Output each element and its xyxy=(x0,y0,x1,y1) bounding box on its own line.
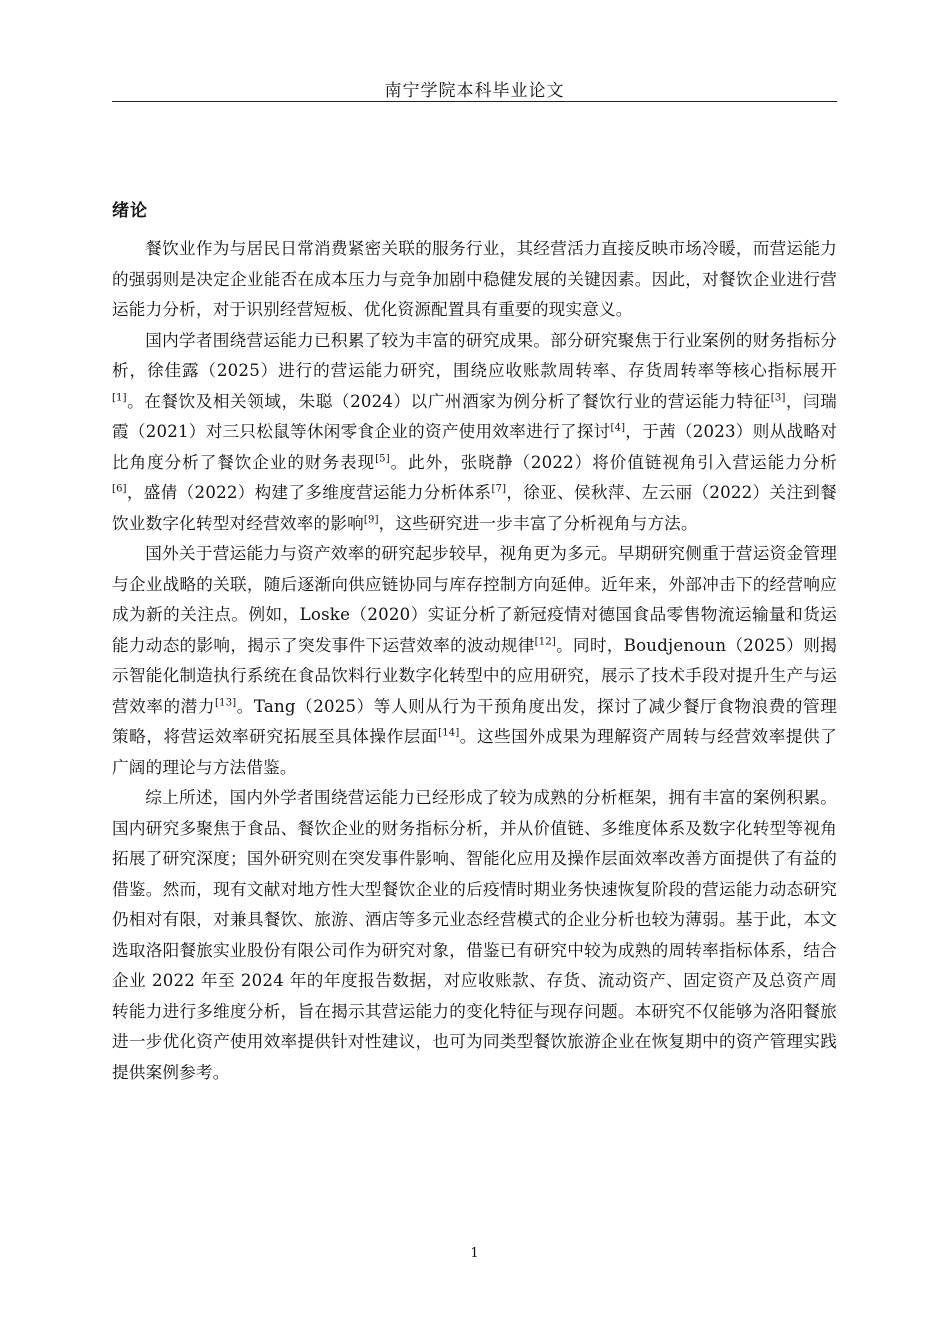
paragraph-text: ，徐亚、侯秋萍、左云丽（2022）关注到餐饮业数字化转型对经营效率的影响 xyxy=(112,483,837,533)
body-paragraph xyxy=(112,539,837,783)
paragraph-text: ，于茜（2023）则从战略对比角度分析了餐饮企业的财务表现 xyxy=(112,422,837,472)
body-paragraph xyxy=(112,326,837,540)
body-paragraph xyxy=(112,234,837,326)
body-paragraph xyxy=(112,783,837,1088)
paragraph-text: ，这些研究进一步丰富了分析视角与方法。 xyxy=(378,513,698,533)
citation-superscript: [7] xyxy=(491,483,507,495)
citation-superscript: [9] xyxy=(363,513,379,525)
page-number: 1 xyxy=(470,1246,479,1261)
paragraph-text: 国内学者围绕营运能力已积累了较为丰富的研究成果。部分研究聚焦于行业案例的财务指标分析，徐佳露（2025）进行的营运能力研究，围绕应收账款周转率、存货周转率等核心指标展开 xyxy=(112,330,837,380)
paragraph-text: 。这些国外成果为理解资产周转与经营效率提供了广阔的理论与方法借鉴。 xyxy=(112,727,837,777)
paragraph-text: 。同时，Boudjenoun（2025）则揭示智能化制造执行系统在食品饮料行业数字化转型中的应用研究，展示了技术手段对提升生产与运营效率的潜力 xyxy=(112,635,837,716)
citation-superscript: [5] xyxy=(375,452,390,464)
page-header-title: 南宁学院本科毕业论文 xyxy=(384,81,565,101)
body-text xyxy=(112,234,837,1088)
paragraph-text: ，闫瑞霞（2021）对三只松鼠等休闲零食企业的资产使用效率进行了探讨 xyxy=(112,391,837,441)
paragraph-text: 综上所述，国内外学者围绕营运能力已经形成了较为成熟的分析框架，拥有丰富的案例积累。国内研究多聚焦于食品、餐饮企业的财务指标分析，并从价值链、多维度体系及数字化转型等视角拓展了研究深度；国外研究则在突发事件影响、智能化应用及操作层面效率改善方面提供了有益的借鉴。然而，现有文献对地方性大型餐饮企业的后疫情时期业务快速恢复阶段的营运能力动态研究仍相对有限，对兼具餐饮、旅游、酒店等多元业态经营模式的企业分析也较为薄弱。基于此，本文选取洛阳餐旅实业股份有限公司作为研究对象，借鉴已有研究中较为成熟的周转率指标体系，结合企业 2022 年至 2024 年的年度报告数据，对应收账款、存货、流动资产、固定资产及总资产周转能力进行多维度分析，旨在揭示其营运能力的变化特征与现存问题。本研究不仅能够为洛阳餐旅进一步优化资产使用效率提供针对性建议，也可为同类型餐饮旅游企业在恢复期中的资产管理实践提供案例参考。 xyxy=(112,788,837,1082)
citation-superscript: [14] xyxy=(438,727,460,739)
paragraph-text: 餐饮业作为与居民日常消费紧密关联的服务行业，其经营活力直接反映市场冷暖，而营运能力的强弱则是决定企业能否在成本压力与竞争加剧中稳健发展的关键因素。因此，对餐饮企业进行营运能力分析，对于识别经营短板、优化资源配置具有重要的现实意义。 xyxy=(112,239,837,319)
paragraph-text: ，盛倩（2022）构建了多维度营运能力分析体系 xyxy=(126,483,492,502)
section-heading: 绪论 xyxy=(112,201,148,221)
citation-superscript: [1] xyxy=(112,391,127,403)
citation-superscript: [12] xyxy=(534,635,556,647)
citation-superscript: [6] xyxy=(112,483,127,495)
citation-superscript: [3] xyxy=(770,391,786,403)
header-rule xyxy=(112,101,837,102)
citation-superscript: [13] xyxy=(215,696,237,708)
paragraph-text: 。在餐饮及相关领域，朱聪（2024）以广州酒家为例分析了餐饮行业的营运能力特征 xyxy=(126,391,771,411)
paragraph-text: 。Tang（2025）等人则从行为干预角度出发，探讨了减少餐厅食物浪费的管理策略，将营运效率研究拓展至具体操作层面 xyxy=(112,696,838,746)
paragraph-text: 。此外，张晓静（2022）将价值链视角引入营运能力分析 xyxy=(389,452,837,472)
paragraph-text: 国外关于营运能力与资产效率的研究起步较早，视角更为多元。早期研究侧重于营运资金管理与企业战略的关联，随后逐渐向供应链协同与库存控制方向延伸。近年来，外部冲击下的经营响应成为新的关注点。例如，Loske（2020）实证分析了新冠疫情对德国食品零售物流运输量和货运能力动态的影响，揭示了突发事件下运营效率的波动规律 xyxy=(112,544,837,655)
citation-superscript: [4] xyxy=(610,422,626,434)
